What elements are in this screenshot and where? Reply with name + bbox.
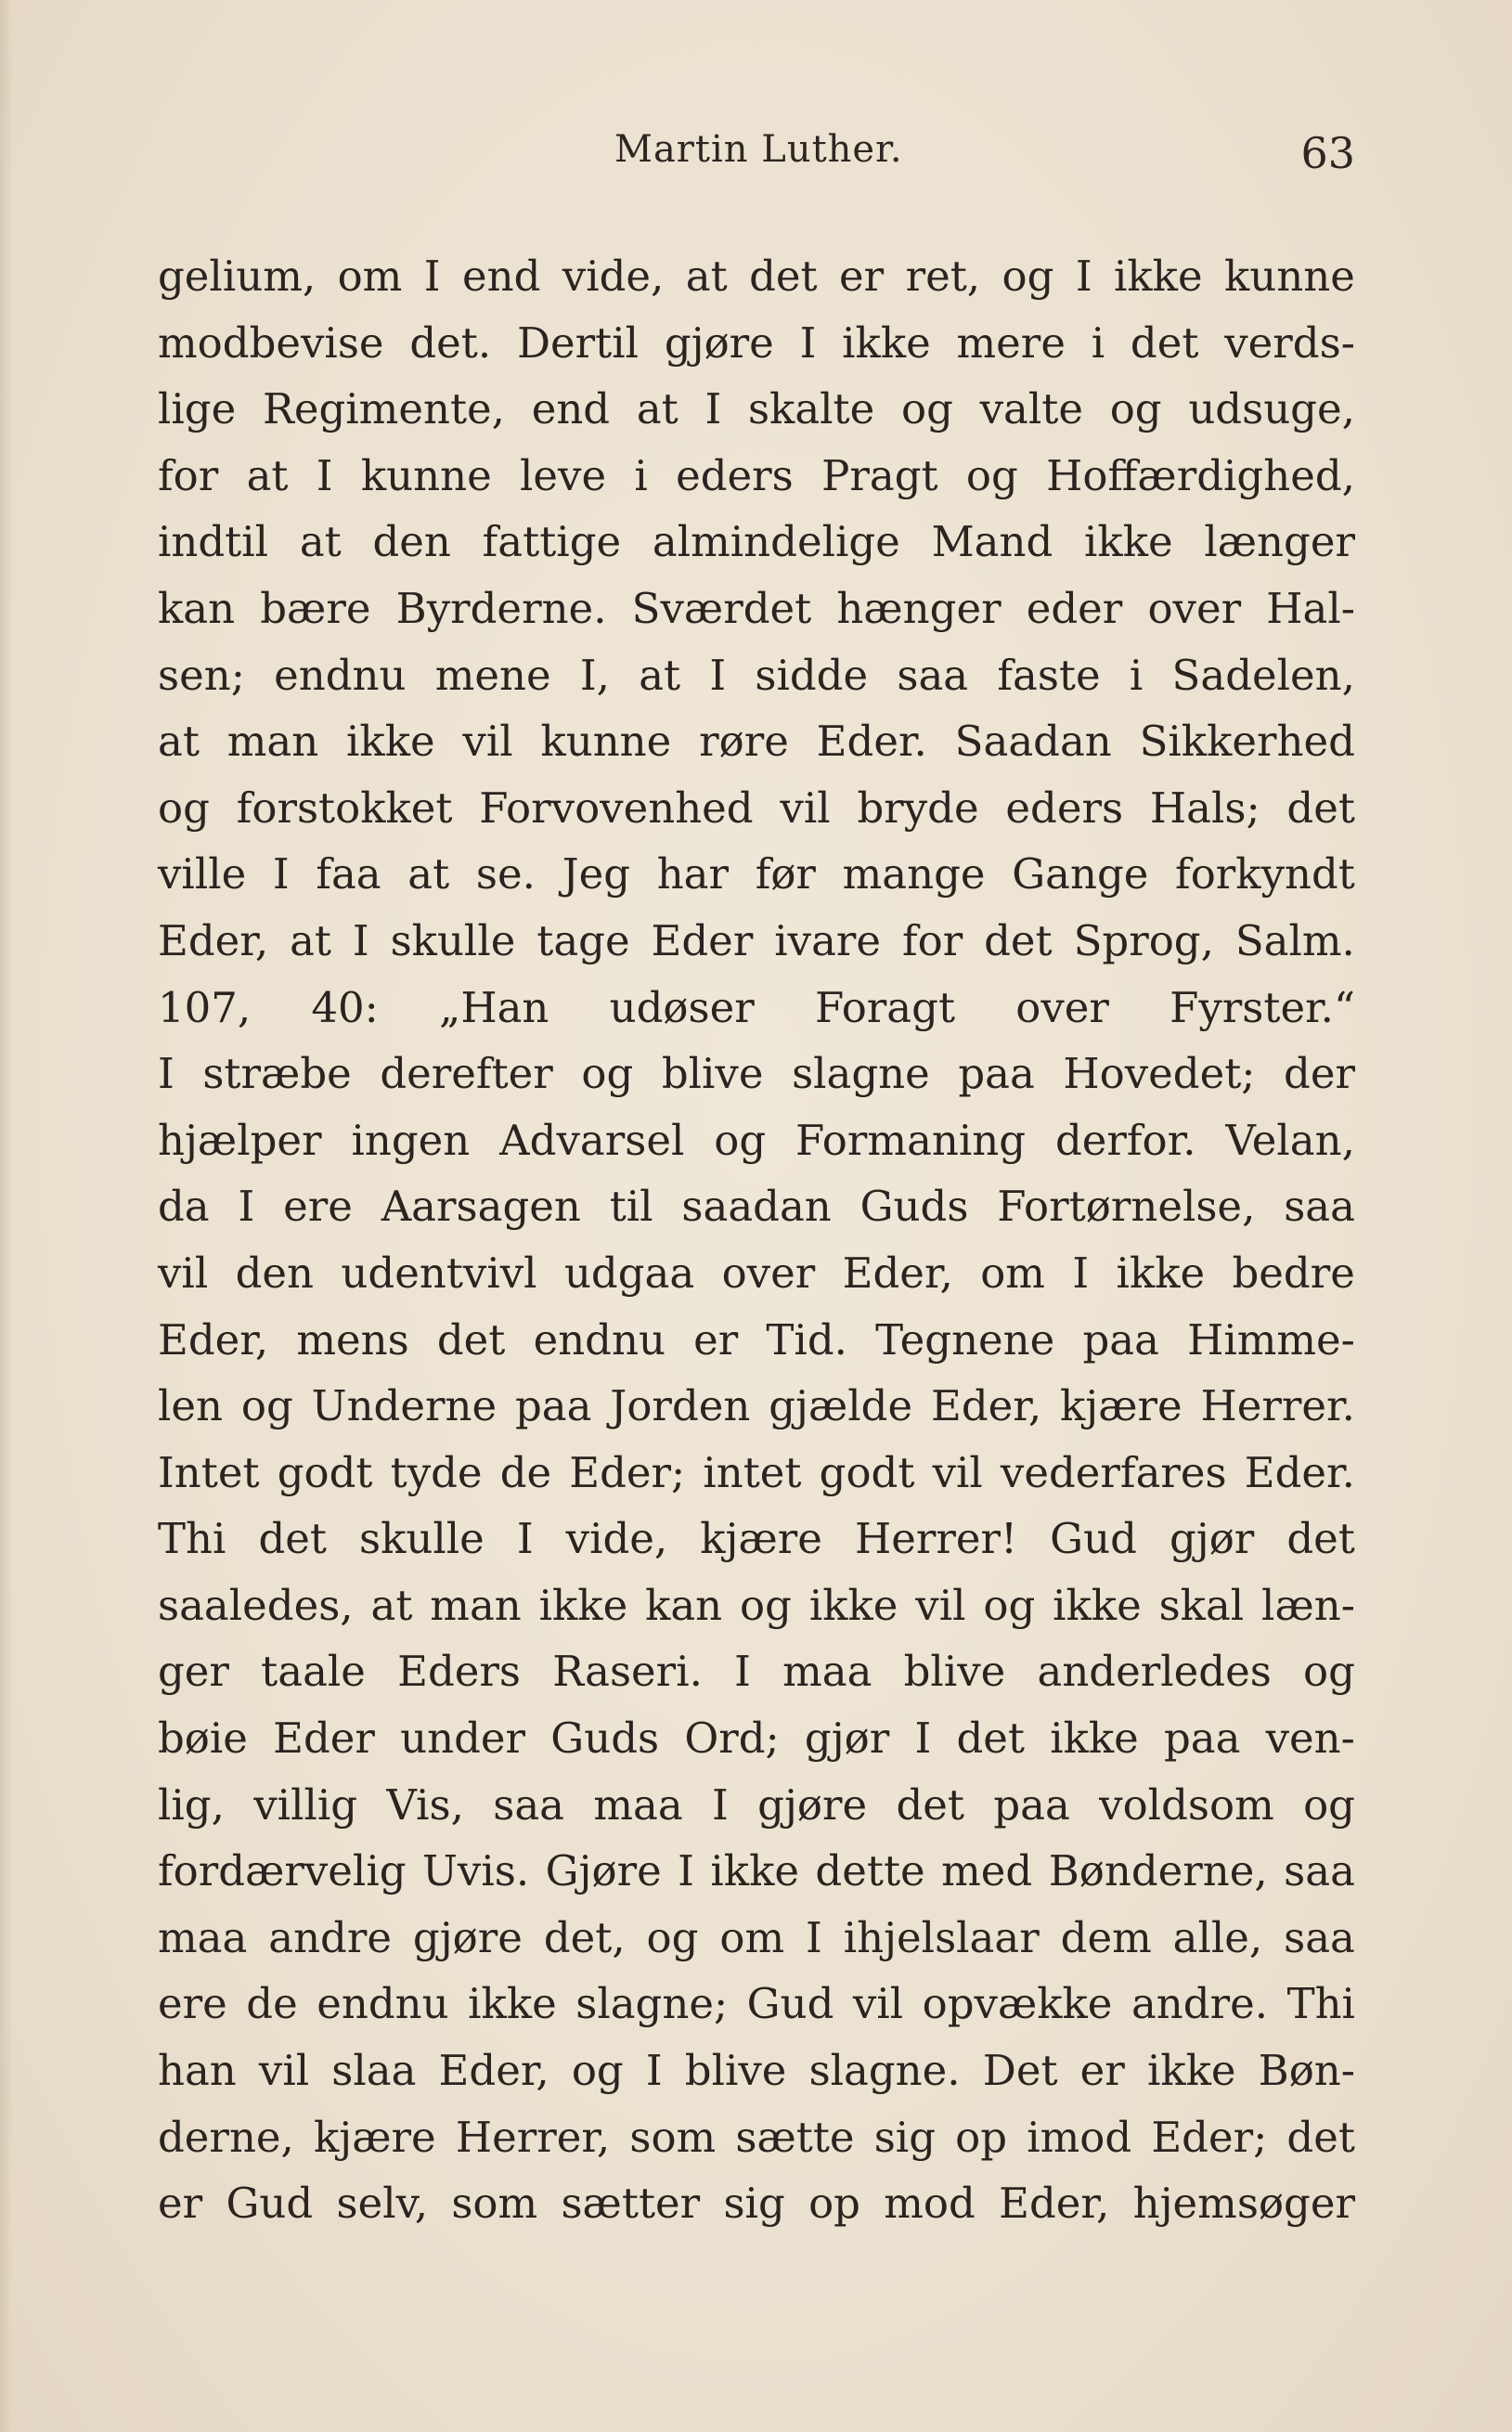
text-line: len og Underne paa Jorden gjælde Eder, kjære Herrer. <box>158 1381 1355 1431</box>
text-line: Intet godt tyde de Eder; intet godt vil vederfares Eder. <box>158 1447 1355 1497</box>
text-line: er Gud selv, som sætter sig op mod Eder, hjemsøger <box>158 2179 1355 2229</box>
text-line: saaledes, at man ikke kan og ikke vil og ikke skal læn- <box>158 1580 1355 1630</box>
text-line: kan bære Byrderne. Sværdet hænger eder over Hal- <box>158 583 1355 633</box>
text-line: Thi det skulle I vide, kjære Herrer! Gud gjør det <box>158 1514 1355 1564</box>
text-line: fordærvelig Uvis. Gjøre I ikke dette med Bønderne, saa <box>158 1846 1355 1896</box>
text-line: gelium, om I end vide, at det er ret, og I ikke kunne <box>158 252 1355 301</box>
page-edge-shadow <box>0 0 13 2432</box>
text-line: lige Regimente, end at I skalte og valte og udsuge, <box>158 384 1355 434</box>
text-line: 107, 40: „Han udøser Foragt over Fyrster.“ <box>158 982 1355 1032</box>
text-line: ere de endnu ikke slagne; Gud vil opvække andre. Thi <box>158 1979 1355 2029</box>
text-line: da I ere Aarsagen til saadan Guds Fortørnelse, saa <box>158 1182 1355 1232</box>
page-header <box>158 128 1355 184</box>
text-line: indtil at den fattige almindelige Mand ikke længer <box>158 517 1355 567</box>
text-line: sen; endnu mene I, at I sidde saa faste i Sadelen, <box>158 650 1355 700</box>
text-line: ville I faa at se. Jeg har før mange Gange forkyndt <box>158 849 1355 899</box>
text-line: derne, kjære Herrer, som sætte sig op imod Eder; det <box>158 2112 1355 2162</box>
text-line: og forstokket Forvovenhed vil bryde eders Hals; det <box>158 783 1355 833</box>
text-line: at man ikke vil kunne røre Eder. Saadan Sikkerhed <box>158 717 1355 767</box>
text-line: ger taale Eders Raseri. I maa blive anderledes og <box>158 1647 1355 1697</box>
text-line: Eder, mens det endnu er Tid. Tegnene paa Himme- <box>158 1314 1355 1365</box>
text-line: modbevise det. Dertil gjøre I ikke mere i det verds- <box>158 317 1355 368</box>
text-line: Eder, at I skulle tage Eder ivare for det Sprog, Salm. <box>158 915 1355 965</box>
text-line: lig, villig Vis, saa maa I gjøre det paa voldsom og <box>158 1779 1355 1830</box>
running-head: Martin Luther. <box>614 128 903 171</box>
body-text <box>158 243 1355 2237</box>
text-line: for at I kunne leve i eders Pragt og Hoffærdighed, <box>158 450 1355 500</box>
text-line: maa andre gjøre det, og om I ihjelslaar dem alle, saa <box>158 1912 1355 1962</box>
text-line: han vil slaa Eder, og I blive slagne. Det er ikke Bøn- <box>158 2046 1355 2096</box>
text-line: vil den udentvivl udgaa over Eder, om I ikke bedre <box>158 1248 1355 1298</box>
page-number: 63 <box>1300 128 1355 178</box>
text-line: I stræbe derefter og blive slagne paa Hovedet; der <box>158 1049 1355 1099</box>
text-line: bøie Eder under Guds Ord; gjør I det ikke paa ven- <box>158 1714 1355 1764</box>
text-line: hjælper ingen Advarsel og Formaning derfor. Velan, <box>158 1115 1355 1165</box>
